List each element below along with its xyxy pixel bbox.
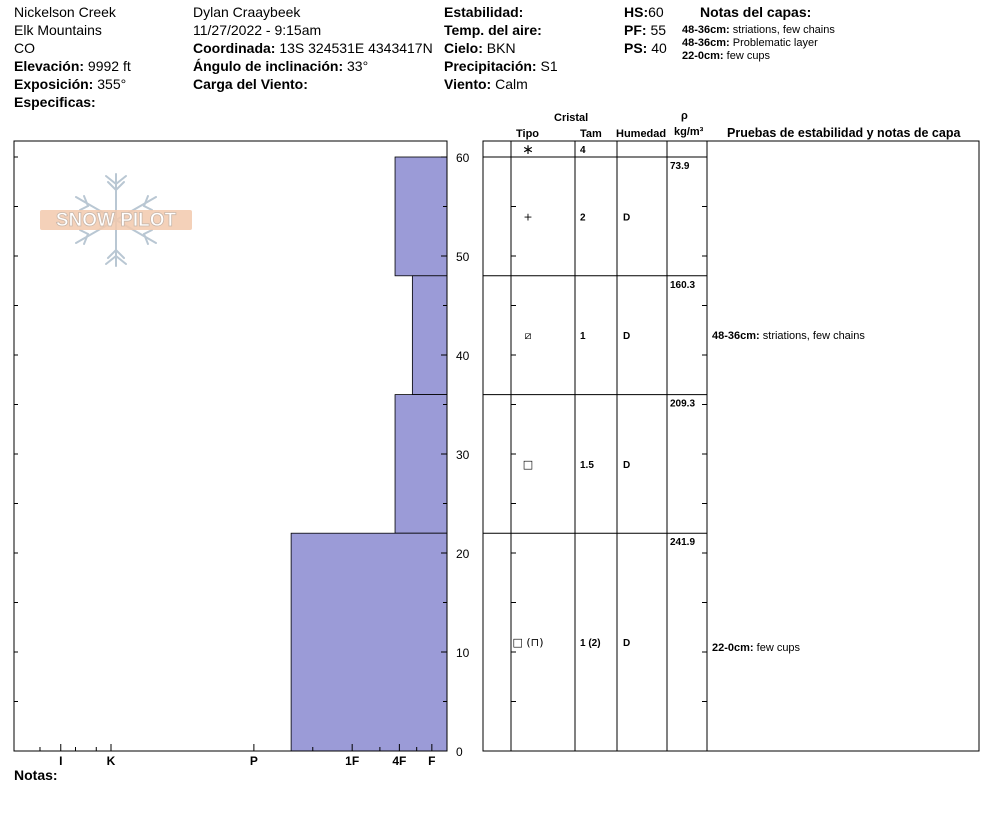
wind-value: Calm <box>495 76 528 92</box>
air-temp-label: Temp. del aire: <box>444 22 542 38</box>
sky-value: BKN <box>486 40 516 56</box>
x-tick-label: 1F <box>345 754 360 768</box>
coord-label: Coordinada: <box>193 40 276 56</box>
y-tick-label: 40 <box>456 349 470 363</box>
x-tick-label: 4F <box>392 754 407 768</box>
layer-table-frame <box>483 141 979 751</box>
y-tick-label: 20 <box>456 547 470 561</box>
elevation-value: 9992 ft <box>87 58 131 74</box>
notes-label: Notas: <box>14 767 58 783</box>
crystal-type: + <box>523 210 533 224</box>
datetime: 11/27/2022 - 9:15am <box>193 22 322 38</box>
location-name: Nickelson Creek <box>14 4 116 20</box>
crystal-type: □ <box>522 457 534 471</box>
layer-note-range: 22-0cm: <box>682 50 724 62</box>
aspect-value: 355° <box>97 76 127 92</box>
density-value: 209.3 <box>670 398 696 410</box>
density-value: 160.3 <box>670 279 696 291</box>
state: CO <box>14 40 35 56</box>
wind-label: Viento: <box>444 76 492 92</box>
specifics-label: Especificas: <box>14 94 96 110</box>
test-note <box>712 330 865 342</box>
layer-notes-title: Notas del capas: <box>700 4 812 20</box>
observer: Dylan Craaybeek <box>193 4 301 20</box>
crystal-size: 4 <box>580 145 586 156</box>
test-note <box>712 642 801 654</box>
stability-label: Estabilidad: <box>444 4 524 20</box>
wetness: D <box>623 212 631 224</box>
tam-header: Tam <box>580 128 602 140</box>
ps-label: PS: <box>624 40 648 56</box>
density-value: 241.9 <box>670 537 696 549</box>
x-tick-label: I <box>59 754 63 768</box>
y-tick-label: 60 <box>456 151 470 165</box>
layer-table <box>483 141 979 751</box>
crystal-type: ⧄ <box>524 329 532 343</box>
layer-note-range: 48-36cm: <box>682 37 730 49</box>
hardness-bar <box>395 395 447 534</box>
test-note-range: 48-36cm: <box>712 330 763 343</box>
wetness: D <box>623 331 631 343</box>
hardness-bar <box>412 276 447 395</box>
rho-header: ρ <box>681 110 688 122</box>
y-tick-label: 50 <box>456 250 470 264</box>
pf-value: 55 <box>650 22 667 38</box>
hardness-bar <box>291 533 447 751</box>
hs-label: HS: <box>624 4 649 20</box>
layer-note-text: Problematic layer <box>732 37 818 49</box>
precip-label: Precipitación: <box>444 58 537 74</box>
layer-note-text: striations, few chains <box>732 24 835 36</box>
x-tick-label: K <box>106 754 116 768</box>
wetness: D <box>623 638 631 650</box>
crystal-type: ∗ <box>522 142 534 158</box>
crystal-size: 1 (2) <box>580 638 601 650</box>
test-note-text: striations, few chains <box>762 330 865 343</box>
precip-value: S1 <box>540 58 558 74</box>
x-tick-label: P <box>249 754 258 768</box>
mountain-range: Elk Mountains <box>14 22 102 38</box>
test-note-range: 22-0cm: <box>712 642 757 655</box>
humedad-header: Humedad <box>616 128 667 140</box>
cristal-header: Cristal <box>554 112 589 124</box>
elevation-label: Elevación: <box>14 58 85 74</box>
slope-label: Ángulo de inclinación: <box>193 58 344 74</box>
snowpilot-logo <box>40 172 200 268</box>
y-tick-label: 0 <box>456 745 463 759</box>
slope-value: 33° <box>347 58 369 74</box>
y-tick-label: 30 <box>456 448 470 462</box>
density-unit-header: kg/m³ <box>674 126 704 138</box>
pf-label: PF: <box>624 22 647 38</box>
ps-value: 40 <box>651 40 667 56</box>
coord-value: 13S 324531E 4343417N <box>279 40 433 56</box>
y-tick-label: 10 <box>456 646 470 660</box>
sky-label: Cielo: <box>444 40 483 56</box>
crystal-size: 1.5 <box>580 459 594 471</box>
tipo-header: Tipo <box>516 128 540 140</box>
layer-note-range: 48-36cm: <box>682 24 730 36</box>
wind-load-label: Carga del Viento: <box>193 76 308 92</box>
hardness-bar <box>395 157 447 276</box>
crystal-size: 1 <box>580 331 586 343</box>
density-value: 73.9 <box>670 161 690 172</box>
hs-value: 60 <box>648 4 664 20</box>
x-tick-label: F <box>428 754 436 768</box>
aspect-label: Exposición: <box>14 76 94 92</box>
tests-header: Pruebas de estabilidad y notas de capa <box>727 126 961 140</box>
layer-note-text: few cups <box>726 50 771 62</box>
logo-text: SNOW PILOT <box>55 210 177 231</box>
crystal-type: □ (⊓) <box>512 636 544 650</box>
wetness: D <box>623 459 631 471</box>
crystal-size: 2 <box>580 212 586 224</box>
snowflake-icon <box>40 172 200 268</box>
test-note-text: few cups <box>756 642 801 655</box>
